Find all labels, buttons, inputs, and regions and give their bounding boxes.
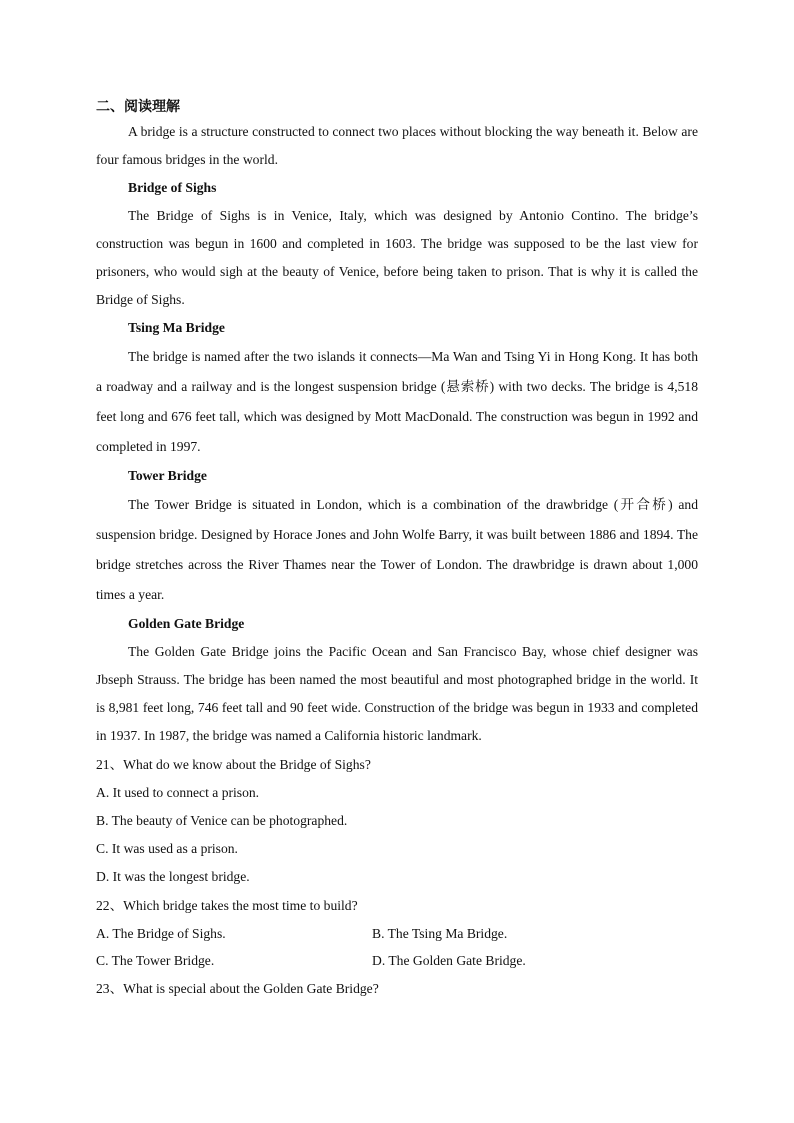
question-21	[96, 750, 698, 891]
bridge-text-tsing-ma: The bridge is named after the two islands it connects—Ma Wan and Tsing Yi in Hong Kong. It has both a roadway and a railway and is the longest suspension bridge (悬索桥) with two decks. The bridge is 4,518 feet long and 676 feet tall, which was designed by Mott MacDonald. The construction was begun in 1992 and completed in 1997.	[96, 349, 698, 454]
intro-paragraph: A bridge is a structure constructed to connect two places without blocking the way beneath it. Below are four famous bridges in the world.	[96, 124, 698, 167]
option-row	[96, 920, 698, 947]
question-option: B. The beauty of Venice can be photographed.	[96, 813, 348, 828]
question-option: B. The Tsing Ma Bridge.	[372, 926, 508, 941]
question-23	[96, 974, 698, 1003]
bridge-text-golden-gate: The Golden Gate Bridge joins the Pacific Ocean and San Francisco Bay, whose chief designer was Jbseph Strauss. The bridge has been named the most beautiful and most photographed bridge in the world. It is 8,981 feet long, 746 feet tall and 90 feet wide. Construction of the bridge was begun in 1933 and completed in 1937. In 1987, the bridge was named a California historic landmark.	[96, 644, 698, 743]
question-stem: 21、What do we know about the Bridge of Sighs?	[96, 757, 371, 772]
question-option: A. It used to connect a prison.	[96, 785, 260, 800]
question-option: D. The Golden Gate Bridge.	[372, 953, 526, 968]
question-option: C. It was used as a prison.	[96, 841, 238, 856]
question-option: C. The Tower Bridge.	[96, 953, 215, 968]
worksheet-page	[96, 96, 698, 1003]
question-option: D. It was the longest bridge.	[96, 869, 250, 884]
question-stem: 23、What is special about the Golden Gate Bridge?	[96, 981, 379, 996]
question-22	[96, 891, 698, 974]
option-row	[96, 947, 698, 974]
bridge-text-tower: The Tower Bridge is situated in London, which is a combination of the drawbridge (开合桥) and suspension bridge. Designed by Horace Jones and John Wolfe Barry, it was built between 1886 and 1894. The bridge stretches across the River Thames near the Tower of London. The drawbridge is drawn about 1,000 times a year.	[96, 497, 698, 602]
bridge-title-sighs: Bridge of Sighs	[128, 180, 217, 195]
question-stem: 22、Which bridge takes the most time to build?	[96, 898, 358, 913]
bridge-text-sighs: The Bridge of Sighs is in Venice, Italy, which was designed by Antonio Contino. The bridge’s construction was begun in 1600 and completed in 1603. The bridge was supposed to be the last view for prisoners, who would sigh at the beauty of Venice, before being taken to prison. That is why it is called the Bridge of Sighs.	[96, 208, 698, 307]
bridge-title-golden-gate: Golden Gate Bridge	[128, 616, 245, 631]
bridge-title-tsing-ma: Tsing Ma Bridge	[128, 320, 225, 335]
bridge-title-tower: Tower Bridge	[128, 468, 207, 483]
section-heading: 二、阅读理解	[96, 99, 180, 115]
question-option: A. The Bridge of Sighs.	[96, 926, 226, 941]
